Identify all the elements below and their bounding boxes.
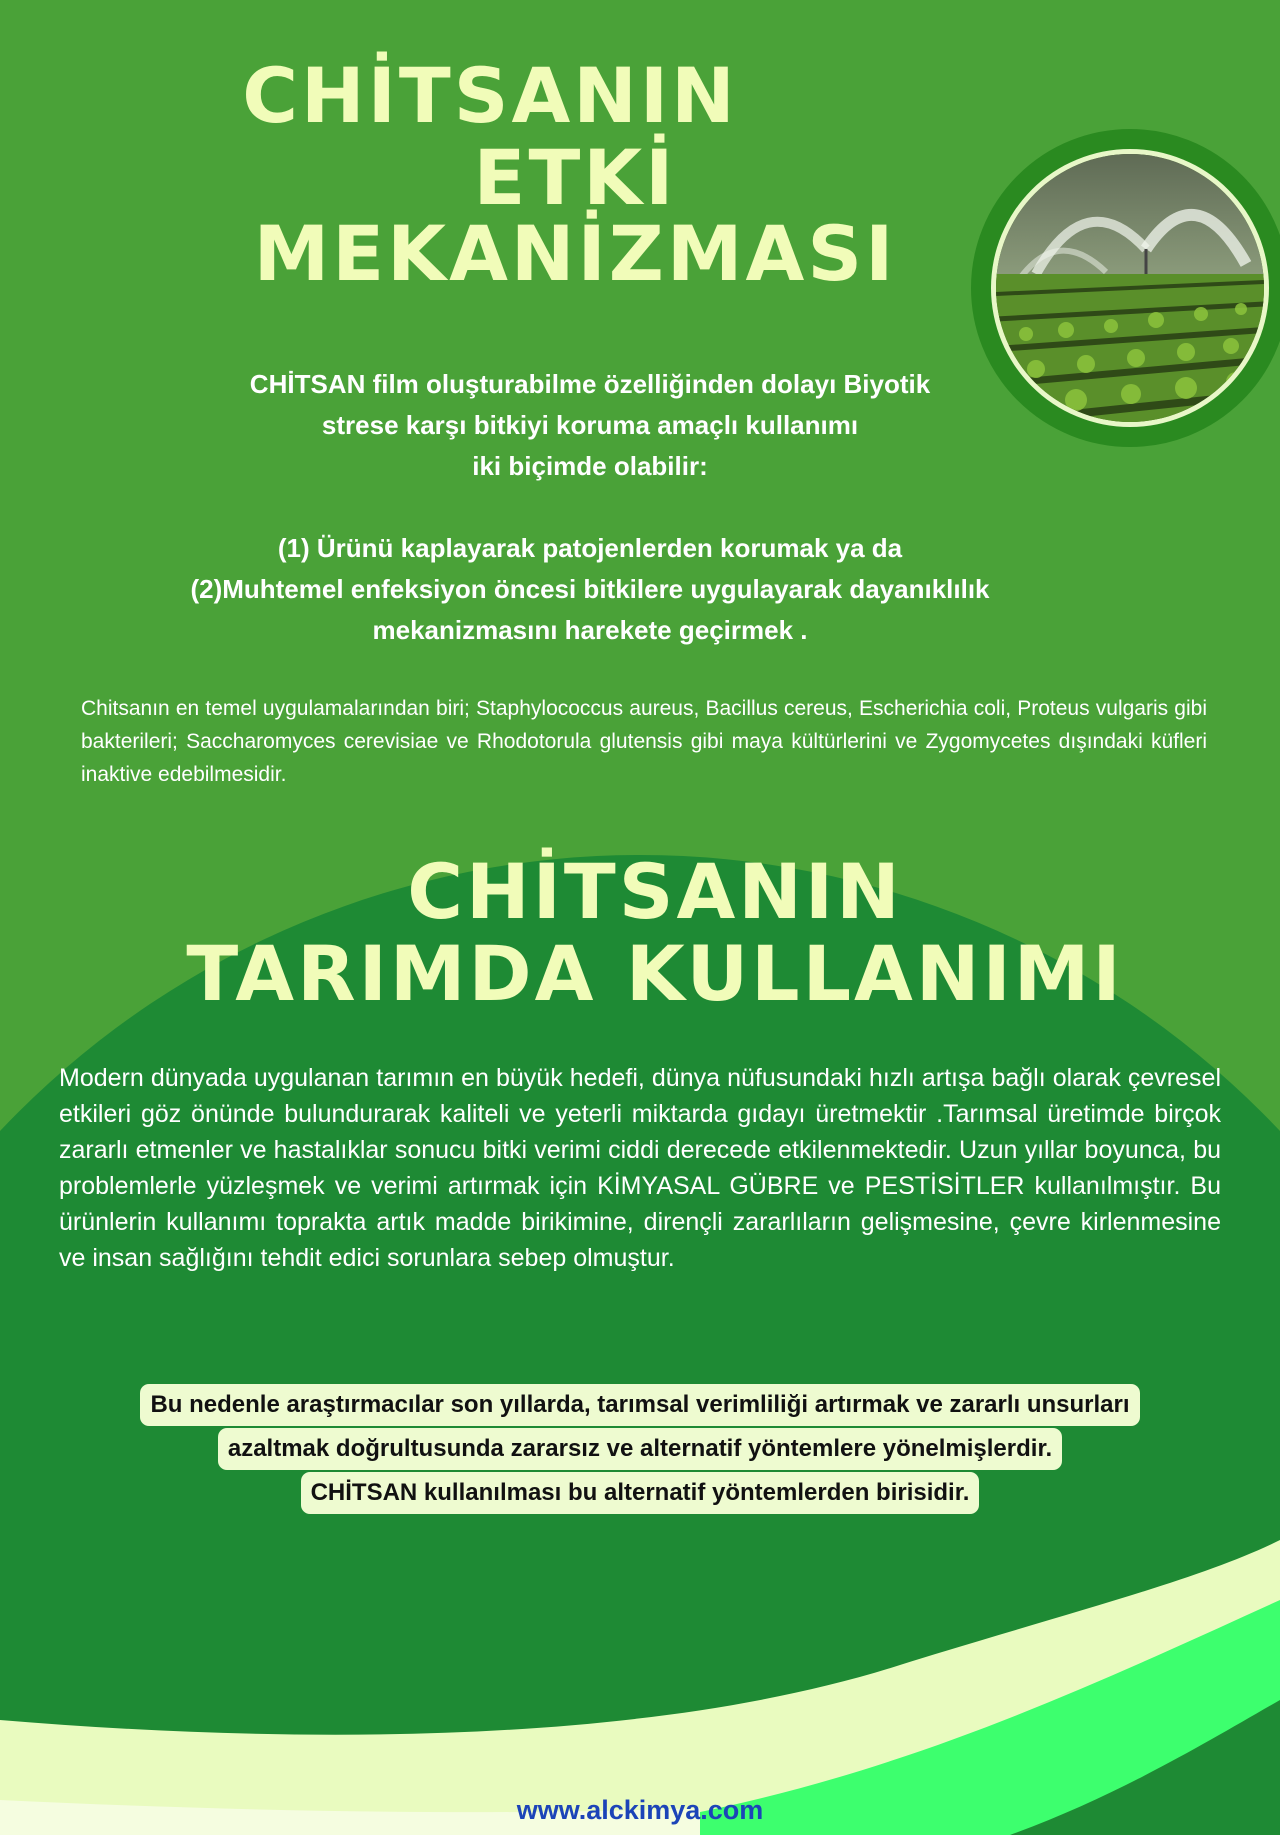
intro-line: (1) Ürünü kaplayarak patojenlerden korumak ya da	[277, 533, 903, 563]
website-link[interactable]: www.alckimya.com	[516, 1795, 764, 1825]
intro-line: iki biçimde olabilir:	[472, 451, 708, 481]
highlight-line: CHİTSAN kullanılması bu alternatif yöntemlerden birisidir.	[301, 1472, 980, 1514]
section2-title-line1: CHİTSANIN	[407, 847, 903, 936]
intro-line: CHİTSAN film oluşturabilme özelliğinden dolayı Biyotik	[249, 369, 931, 399]
section1-body: Chitsanın en temel uygulamalarından biri; Staphylococcus aureus, Bacillus cereus, Escherichia coli, Proteus vulgaris gibi bakterileri; Saccharomyces cerevisiae ve Rhodotorula glutensis gibi maya kültürlerini ve Zygomycetes dışındaki küfleri inaktive edebilmesidir.	[81, 697, 1207, 786]
section2-body: Modern dünyada uygulanan tarımın en büyük hedefi, dünya nüfusundaki hızlı artışa bağlı olarak çevresel etkileri göz önünde bulundurarak kaliteli ve yeterli miktarda gıdayı üretmektir .Tarımsal üretimde birçok zararlı etmenler ve hastalıklar sonucu bitki verimi ciddi derecede etkilenmektedir. Uzun yıllar boyunca, bu problemlerle yüzleşmek ve verimi artırmak için KİMYASAL GÜBRE ve PESTİSİTLER kullanılmıştır. Bu ürünlerin kullanımı toprakta artık madde birikimine, dirençli zararlıların gelişmesine, çevre kirlenmesine ve insan sağlığını tehdit edici sorunlara sebep olmuştur.	[59, 1064, 1221, 1272]
section2-title	[180, 847, 1130, 1018]
highlight-box	[70, 1384, 1210, 1516]
highlight-line: Bu nedenle araştırmacılar son yıllarda, tarımsal verimliliği artırmak ve zararlı unsurları	[140, 1384, 1139, 1426]
section2-title-line2: TARIMDA KULLANIMI	[186, 929, 1124, 1018]
section1-intro	[110, 364, 1070, 651]
highlight-line: azaltmak doğrultusunda zararsız ve alternatif yöntemlere yönelmişlerdir.	[218, 1428, 1062, 1470]
intro-line: (2)Muhtemel enfeksiyon öncesi bitkilere uygulayarak dayanıklılık	[190, 574, 990, 604]
intro-line: mekanizmasını harekete geçirmek .	[372, 615, 808, 645]
section1-title-line1: CHİTSANIN	[242, 51, 738, 140]
section1-title	[150, 51, 1000, 298]
intro-line: strese karşı bitkiyi koruma amaçlı kullanımı	[321, 410, 859, 440]
section1-title-line2: ETKİ MEKANİZMASI	[253, 133, 897, 298]
